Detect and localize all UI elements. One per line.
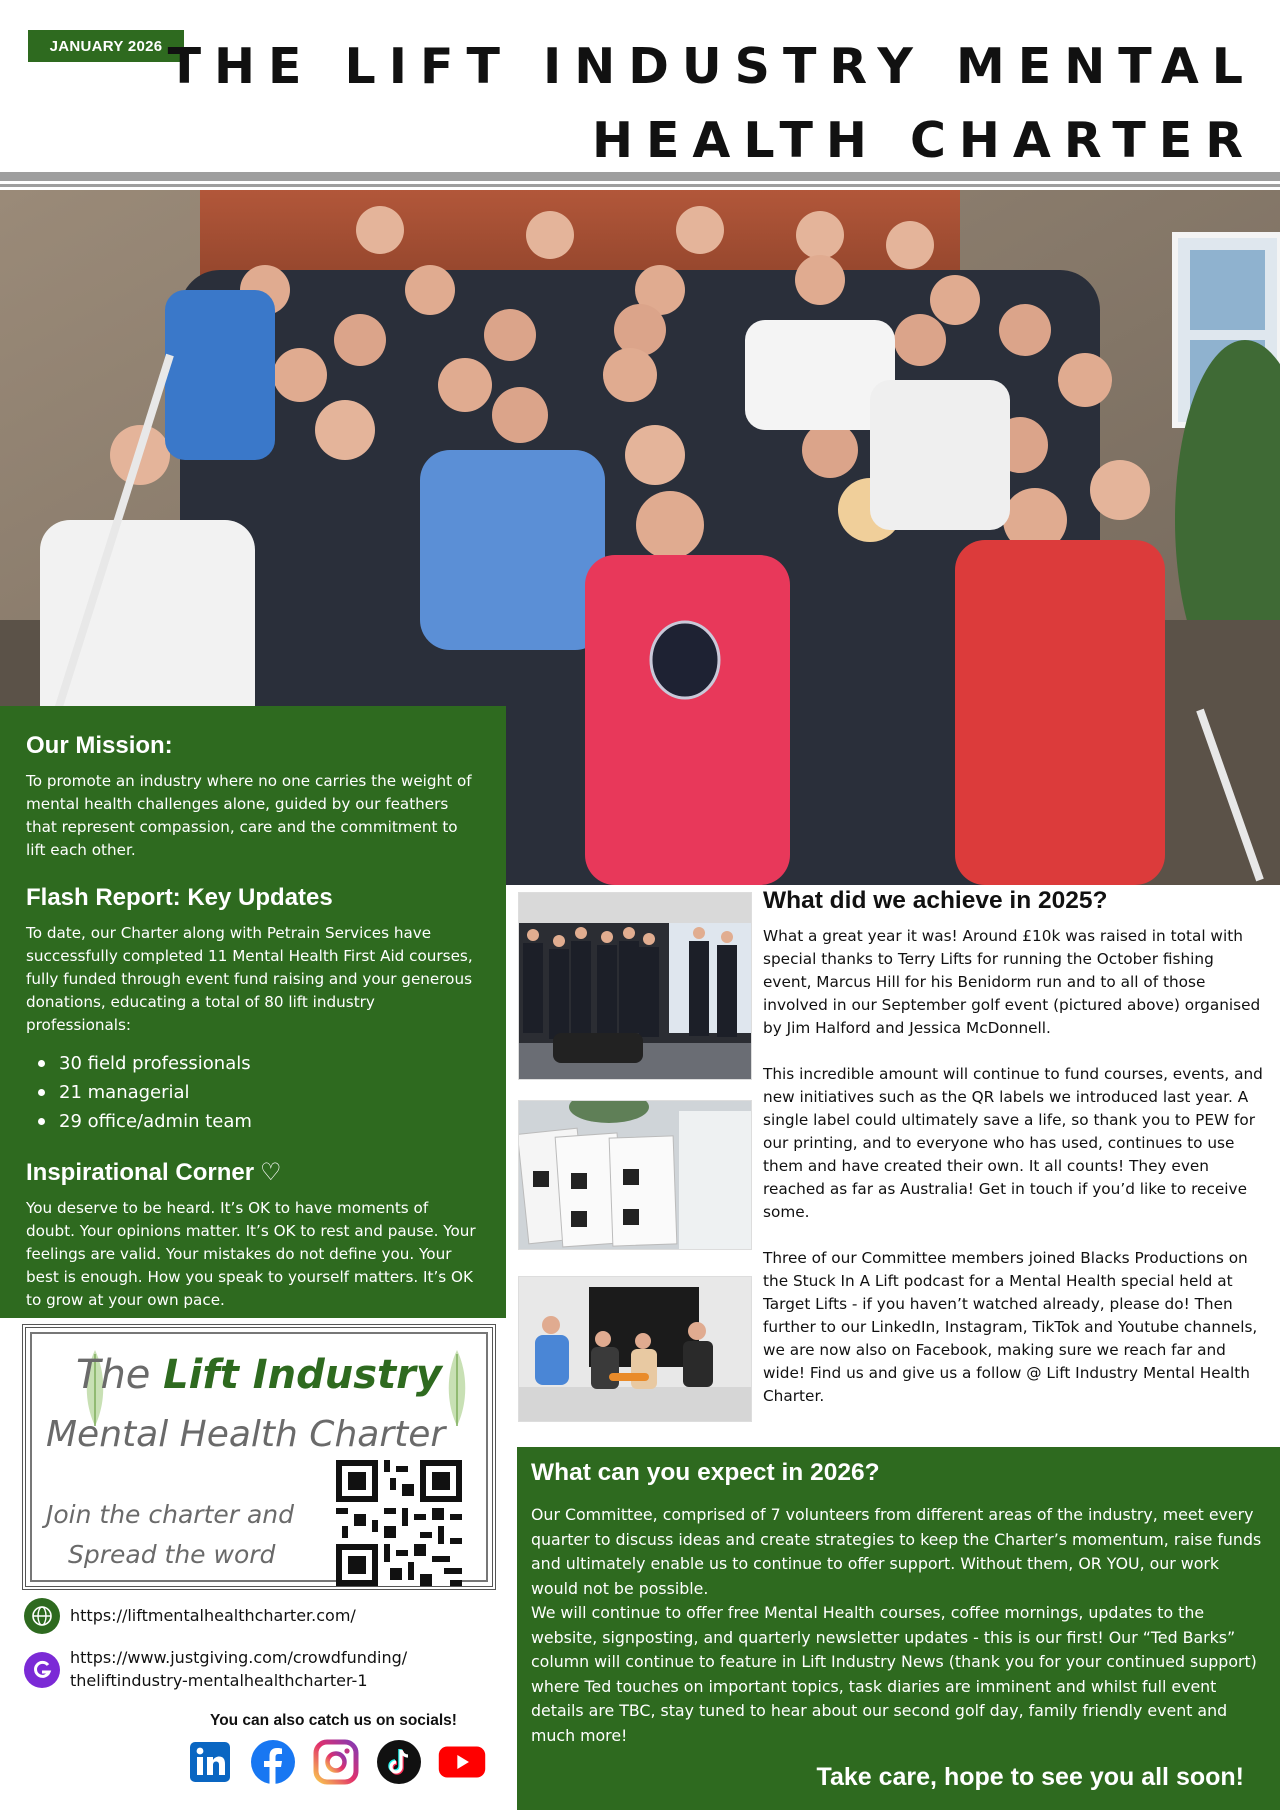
podcast-thumbnail xyxy=(518,1276,752,1422)
mission-heading: Our Mission: xyxy=(26,732,173,759)
expect-heading: What can you expect in 2026? xyxy=(531,1459,880,1486)
justgiving-link[interactable] xyxy=(70,1646,407,1692)
youtube-icon[interactable] xyxy=(438,1738,486,1786)
justgiving-link-row[interactable] xyxy=(24,1646,407,1692)
qr-labels-thumbnail xyxy=(518,1100,752,1250)
title-line-2: HEALTH CHARTER xyxy=(591,112,1256,169)
list-item: 30 field professionals xyxy=(26,1049,480,1078)
justgiving-icon xyxy=(24,1652,60,1688)
charter-card-cta-1: Join the charter and xyxy=(46,1500,295,1529)
flash-report-text: To date, our Charter along with Petrain Services have successfully completed 11 Mental Health First Aid courses, fully funded through event fund raising and your generous donations, educating a total of 80 lift industry professionals: xyxy=(26,924,473,1034)
title-line-1: THE LIFT INDUSTRY MENTAL xyxy=(167,38,1256,95)
achieve-body xyxy=(763,925,1263,1431)
expect-2026-panel xyxy=(517,1447,1280,1810)
flash-report-list xyxy=(26,1049,480,1136)
expect-paragraph: We will continue to offer free Mental Health courses, coffee mornings, updates to the website, signposting, and quarterly newsletter updates - this is our first! Our “Ted Barks” column will continue to feature in Lift Industry News (thank you for your continued support) where Ted touches on important topics, task diaries are imminent and whilst full event details are TBC, stay tuned to hear about our second golf day, family friendly event and much more! xyxy=(531,1603,1257,1745)
achieve-paragraph: Three of our Committee members joined Blacks Productions on the Stuck In A Lift podcast for a Mental Health special held at Target Lifts - if you haven’t watched already, please do! Then further to our LinkedIn, Instagram, TikTok and Youtube channels, we are now also on Facebook, making sure we reach far and wide! Find us and give us a follow @ Lift Industry Mental Health Charter. xyxy=(763,1249,1258,1405)
inspirational-text: You deserve to be heard. It’s OK to have moments of doubt. Your opinions matter. It’s OK to rest and pause. Your feelings are valid. Your mistakes do not define you. Your best is enough. How you speak to yourself matters. It’s OK to grow at your own pace. xyxy=(26,1199,476,1309)
globe-icon xyxy=(24,1598,60,1634)
charter-card-title-prefix: The xyxy=(76,1352,164,1398)
newsletter-header xyxy=(0,0,1280,190)
inspirational-heading-text: Inspirational Corner xyxy=(26,1159,255,1186)
flash-report-heading: Flash Report: Key Updates xyxy=(26,884,333,911)
inspirational-heading xyxy=(26,1158,480,1187)
achieve-paragraph: This incredible amount will continue to fund courses, events, and new initiatives such as the QR labels we introduced last year. A single label could ultimately save a life, so thank you to PEW for our printing, and to everyone who has used, continues to use them and have created their own. It all counts! They even reached as far as Australia! Get in touch if you’d like to receive some. xyxy=(763,1065,1263,1221)
justgiving-link-line-1: https://www.justgiving.com/crowdfunding/ xyxy=(70,1648,408,1667)
facebook-icon[interactable] xyxy=(249,1738,297,1786)
tiktok-icon[interactable] xyxy=(375,1738,423,1786)
signoff: Take care, hope to see you all soon! xyxy=(816,1763,1244,1791)
charter-card-cta-2: Spread the word xyxy=(68,1540,276,1569)
left-green-panel xyxy=(0,706,506,1318)
linkedin-icon[interactable] xyxy=(186,1738,234,1786)
header-divider xyxy=(0,172,1280,181)
website-link[interactable]: https://liftmentalhealthcharter.com/ xyxy=(70,1606,356,1625)
charter-card-title-highlight: Lift Industry xyxy=(163,1352,442,1398)
socials-label: You can also catch us on socials! xyxy=(210,1712,457,1729)
header-divider-thin xyxy=(0,184,1280,187)
list-item: 29 office/admin team xyxy=(26,1107,480,1136)
date-badge: JANUARY 2026 xyxy=(28,30,184,62)
charter-card xyxy=(22,1324,496,1590)
achieve-heading: What did we achieve in 2025? xyxy=(763,887,1108,914)
event-photo-thumbnail xyxy=(518,892,752,1080)
charter-card-border xyxy=(30,1332,488,1582)
instagram-icon[interactable] xyxy=(312,1738,360,1786)
mission-section xyxy=(26,732,480,862)
qr-code-icon[interactable] xyxy=(336,1460,462,1586)
mission-text: To promote an industry where no one carries the weight of mental health challenges alone, guided by our feathers that represent compassion, care and the commitment to lift each other. xyxy=(26,772,472,859)
expect-paragraph: Our Committee, comprised of 7 volunteers from different areas of the industry, meet every quarter to discuss ideas and create strategies to keep the Charter’s momentum, raise funds and ultimately enable us to continue to offer support. Without them, OR YOU, our work would not be possible. xyxy=(531,1505,1262,1598)
charter-card-title xyxy=(32,1352,486,1398)
inspirational-section xyxy=(26,1158,480,1312)
list-item: 21 managerial xyxy=(26,1078,480,1107)
heart-icon: ♡ xyxy=(260,1159,282,1186)
charter-card-subtitle: Mental Health Charter xyxy=(46,1414,446,1455)
social-icons xyxy=(186,1738,486,1786)
achieve-paragraph: What a great year it was! Around £10k was raised in total with special thanks to Terry Lifts for running the October fishing event, Marcus Hill for his Benidorm run and to all of those involved in our September golf event (pictured above) organised by Jim Halford and Jessica McDonnell. xyxy=(763,927,1261,1037)
flash-report-section xyxy=(26,884,480,1136)
website-link-row[interactable] xyxy=(24,1598,356,1634)
justgiving-link-line-2: theliftindustry-mentalhealthcharter-1 xyxy=(70,1671,368,1690)
